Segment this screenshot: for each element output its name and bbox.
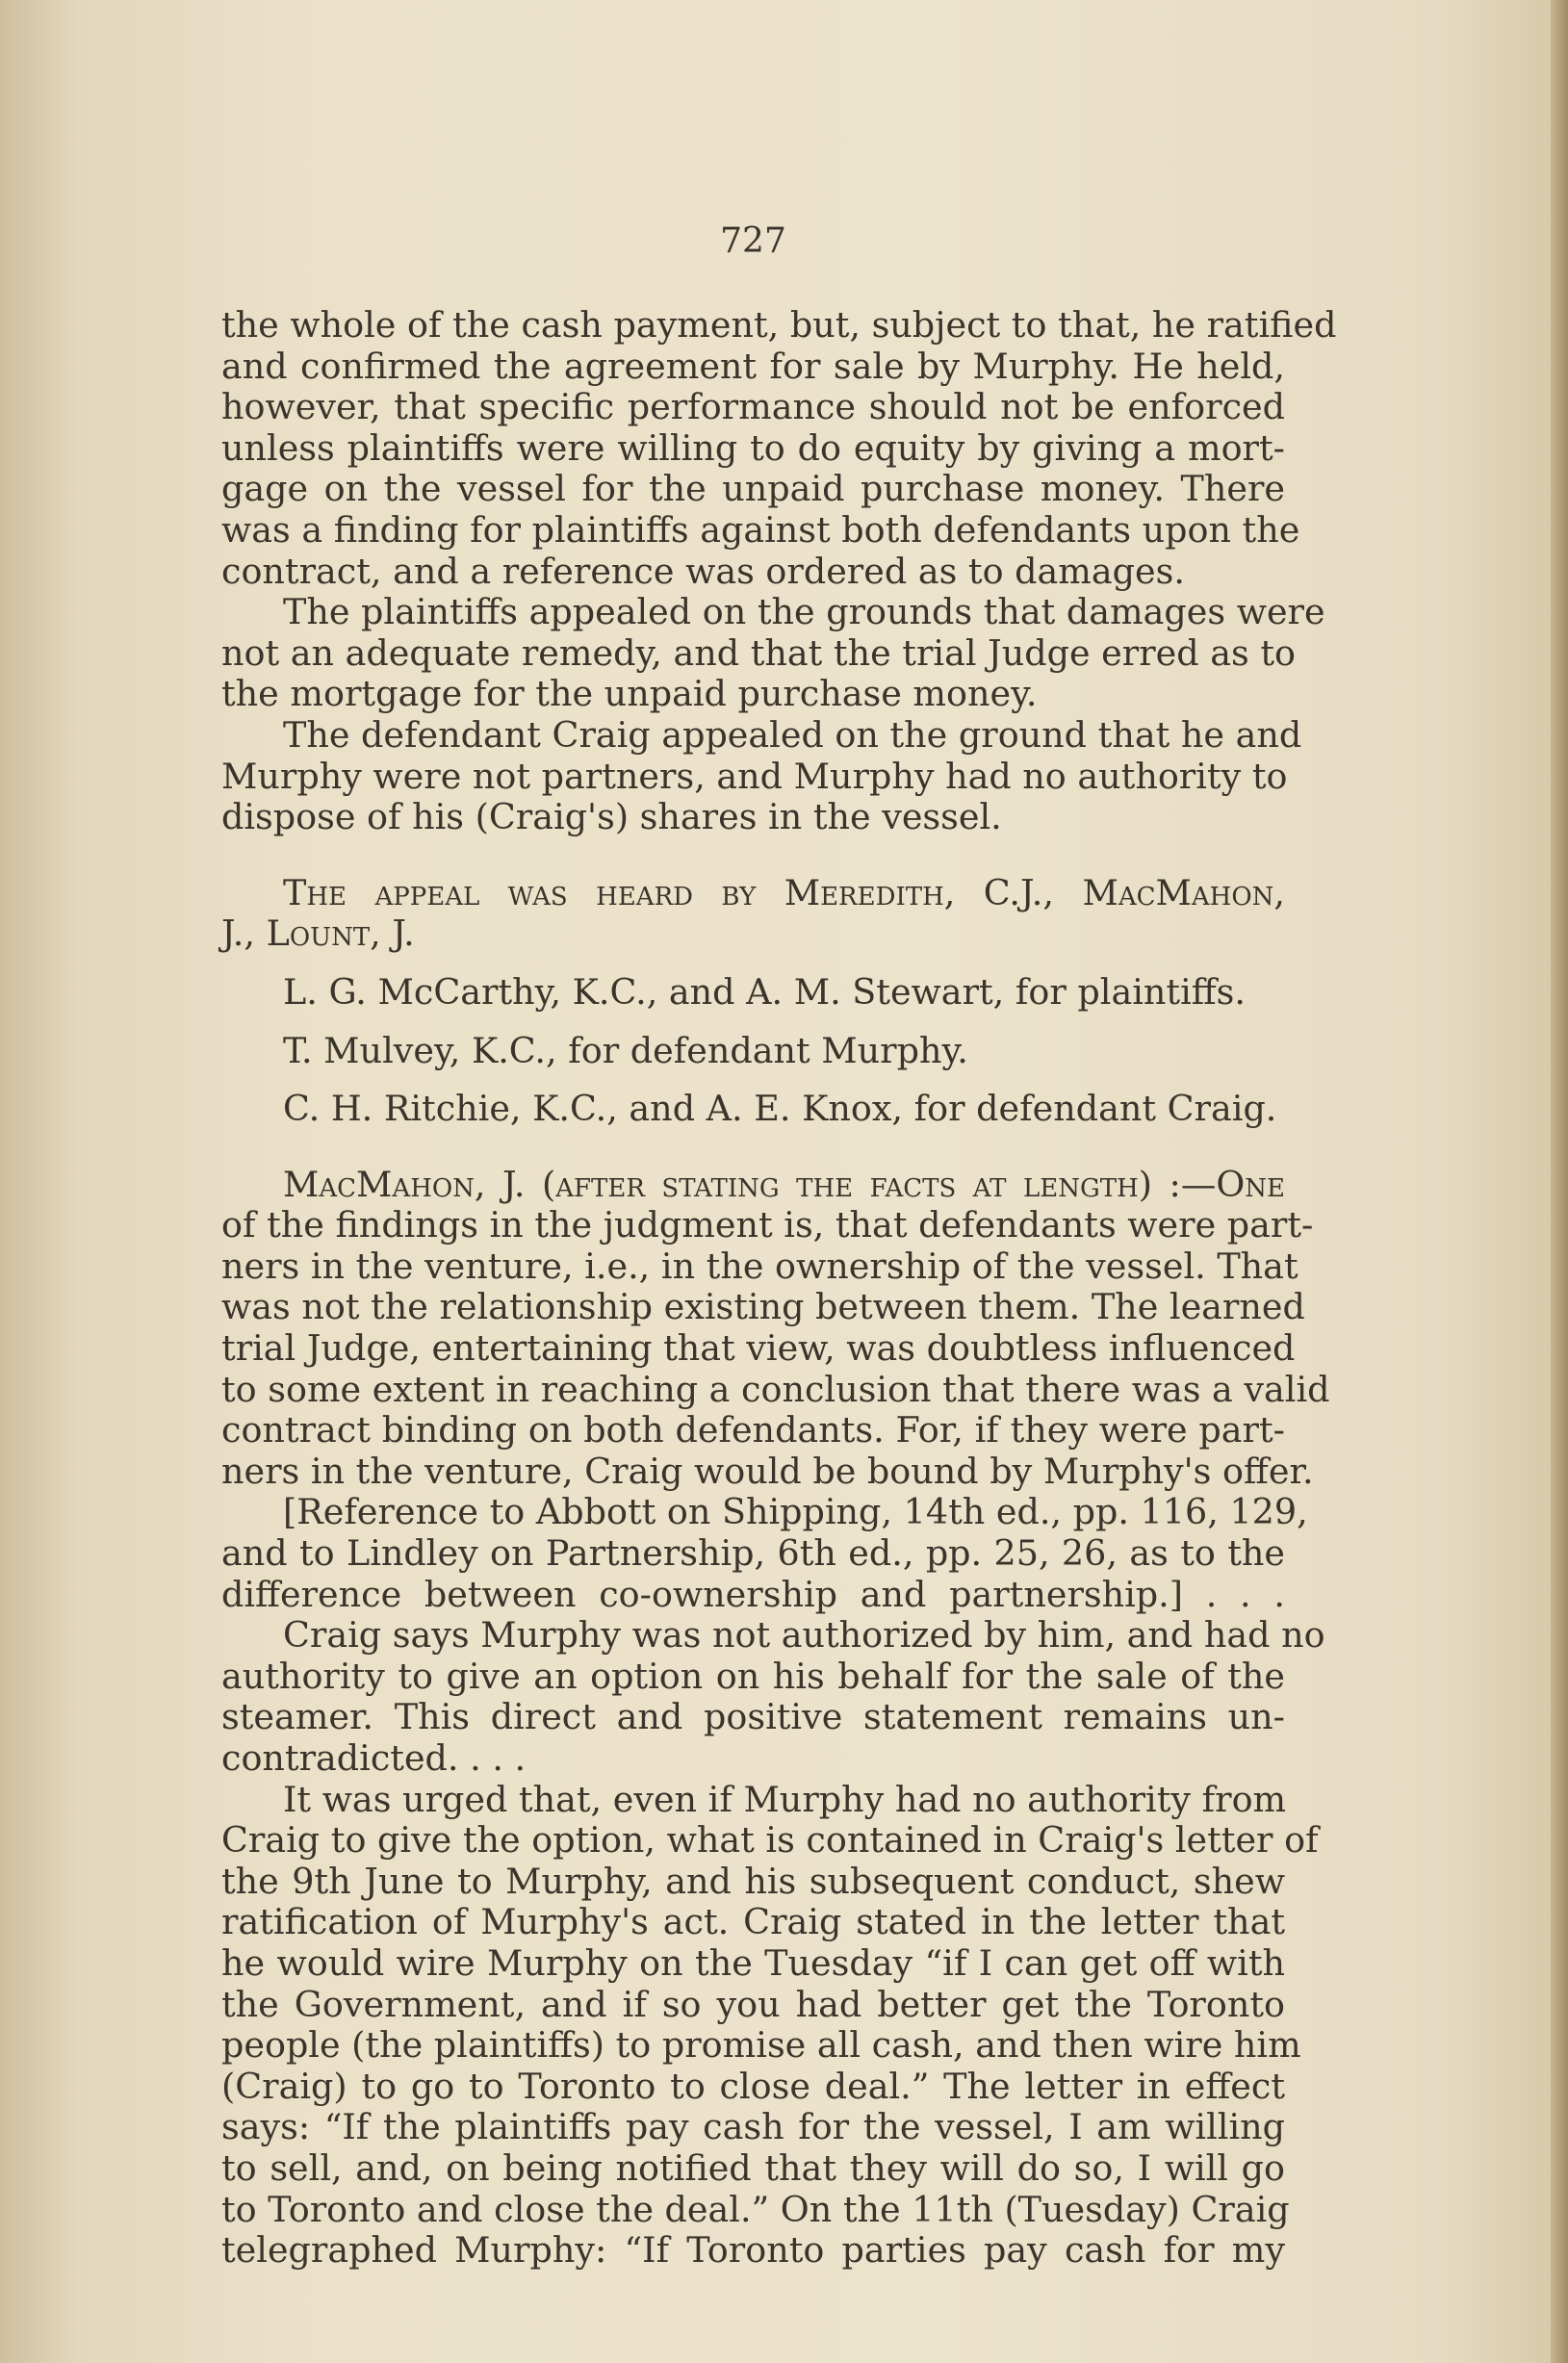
text-line: the 9th June to Murphy, and his subsequent conduct, shew xyxy=(221,1860,1285,1902)
text-line: The defendant Craig appealed on the ground that he and xyxy=(283,713,1302,756)
paragraph-judgment-opening xyxy=(221,1163,1330,1493)
counsel-line: L. G. McCarthy, K.C., and A. M. Stewart, for plaintiffs. xyxy=(283,970,1247,1013)
text-line: ners in the venture, Craig would be bound by Murphy's offer. xyxy=(221,1450,1314,1492)
text-line: was not the relationship existing between them. The learned xyxy=(221,1286,1305,1328)
text-line: says: “If the plaintiffs pay cash for the vessel, I am willing xyxy=(221,2106,1285,2148)
text-line: ners in the venture, i.e., in the ownership of the vessel. That xyxy=(221,1245,1298,1287)
text-line: (Craig) to go to Toronto to close deal.” The letter in effect xyxy=(221,2065,1285,2107)
text-line: difference between co-ownership and partnership.] . . . xyxy=(221,1573,1285,1615)
appeal-heard-by xyxy=(221,873,1285,955)
text-line: Craig says Murphy was not authorized by him, and had no xyxy=(283,1614,1325,1657)
paragraph-defendant-appeal xyxy=(221,713,1302,838)
text-line: however, that specific performance should not be enforced xyxy=(221,386,1285,428)
text-line: The plaintiffs appealed on the grounds that damages were xyxy=(283,591,1325,633)
text-line: MacMahon, J. (after stating the facts at length) :—One xyxy=(283,1163,1285,1205)
paragraph-reference xyxy=(221,1491,1308,1615)
text-line: people (the plaintiffs) to promise all cash, and then wire him xyxy=(221,2024,1301,2067)
page-edge-shadow xyxy=(1551,0,1568,2363)
text-line: trial Judge, entertaining that view, was doubtless influenced xyxy=(221,1327,1296,1370)
counsel-line: T. Mulvey, K.C., for defendant Murphy. xyxy=(283,1029,968,1071)
text-line: telegraphed Murphy: “If Toronto parties pay cash for my xyxy=(221,2229,1285,2272)
text-line: to Toronto and close the deal.” On the 11th (Tuesday) Craig xyxy=(221,2188,1290,2230)
text-line: [Reference to Abbott on Shipping, 14th ed., pp. 116, 129, xyxy=(283,1491,1308,1533)
text-line: and confirmed the agreement for sale by Murphy. He held, xyxy=(221,345,1285,387)
text-line: and to Lindley on Partnership, 6th ed., pp. 25, 26, as to the xyxy=(221,1532,1285,1575)
text-line: to sell, and, on being notified that they will do so, I will go xyxy=(221,2146,1285,2189)
text-line: he would wire Murphy on the Tuesday “if I can get off with xyxy=(221,1941,1285,1984)
text-line: of the findings in the judgment is, that defendants were part- xyxy=(221,1204,1314,1246)
text-line: J., Lount, J. xyxy=(221,912,415,955)
text-line: The appeal was heard by Meredith, C.J., MacMahon, xyxy=(283,871,1285,913)
counsel-list xyxy=(221,972,1285,1130)
text-line: to some extent in reaching a conclusion that there was a valid xyxy=(221,1368,1330,1410)
text-line: contradicted. . . . xyxy=(221,1737,527,1779)
text-line: the whole of the cash payment, but, subject to that, he ratified xyxy=(221,304,1337,346)
text-line: dispose of his (Craig's) shares in the vessel. xyxy=(221,796,1002,838)
text-line: was a finding for plaintiffs against both defendants upon the xyxy=(221,508,1300,551)
text-line: authority to give an option on his behalf for the sale of the xyxy=(221,1655,1285,1697)
paragraph-continuation xyxy=(221,304,1337,592)
text-line: contract, and a reference was ordered as to damages. xyxy=(221,550,1185,592)
text-line: steamer. This direct and positive statement remains un- xyxy=(221,1696,1285,1738)
counsel-line: C. H. Ritchie, K.C., and A. E. Knox, for defendant Craig. xyxy=(283,1088,1277,1130)
text-line: unless plaintiffs were willing to do equity by giving a mort- xyxy=(221,426,1285,469)
text-line: the mortgage for the unpaid purchase money. xyxy=(221,673,1038,715)
paragraph-ratification xyxy=(221,1778,1319,2272)
text-line: contract binding on both defendants. For, if they were part- xyxy=(221,1409,1285,1451)
text-line: ratification of Murphy's act. Craig stated in the letter that xyxy=(221,1901,1285,1943)
paragraph-plaintiffs-appeal xyxy=(221,591,1325,715)
page-number: 727 xyxy=(720,221,786,261)
text-line: Craig to give the option, what is contained in Craig's letter of xyxy=(221,1819,1319,1862)
text-line: It was urged that, even if Murphy had no authority from xyxy=(283,1778,1287,1820)
text-line: the Government, and if so you had better get the Toronto xyxy=(221,1983,1285,2025)
page-text xyxy=(221,217,1337,2272)
text-line: not an adequate remedy, and that the trial Judge erred as to xyxy=(221,631,1296,674)
text-line: Murphy were not partners, and Murphy had no authority to xyxy=(221,755,1288,797)
text-line: gage on the vessel for the unpaid purchase money. There xyxy=(221,468,1285,510)
paragraph-craig-says xyxy=(221,1614,1325,1779)
